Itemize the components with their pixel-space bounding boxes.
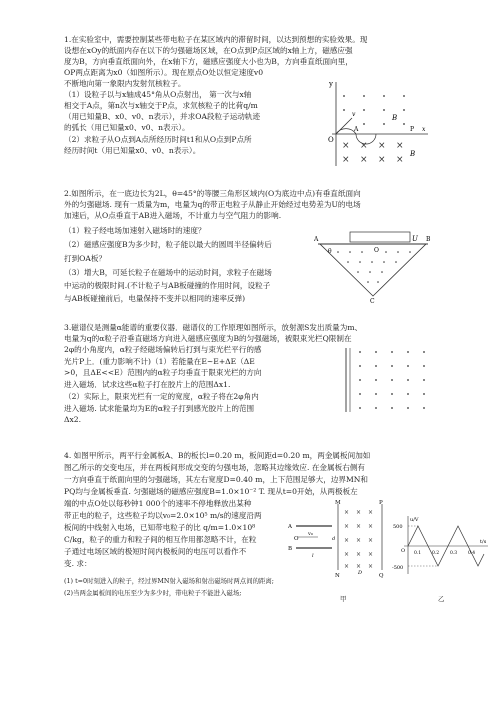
fig-label-b-top: B	[392, 114, 398, 122]
q4-figure-yi	[392, 514, 492, 578]
svg-text:×: ×	[344, 537, 350, 544]
fig-label-y: y	[329, 80, 333, 88]
q2-figure	[314, 228, 434, 304]
q4-line: 一方向垂直于纸面向里的匀强磁场，其左右宽度D=0.40 m，上下范围足够大，边界MN和	[64, 475, 368, 484]
q1-line: 经历时间t（用已知量x0、v0、n表示）。	[64, 146, 201, 155]
q2-line: （2）磁感应强度B为多少时，粒子能以最大的圆周半径偏转后	[64, 240, 272, 249]
q1-line: 1.在实验室中，需要控制某些带电粒子在某区域内的滞留时间，以达到预想的实验效果。现	[64, 35, 368, 44]
svg-text:×: ×	[342, 155, 350, 165]
q4-line: 4. 如图甲所示，两平行金属板A、B的板长l=0.20 m，板间距d=0.20 m，两金属板间加如	[64, 451, 371, 460]
fig-label-o: O	[401, 548, 406, 554]
fig-tick-02: 0.2	[432, 551, 440, 556]
q4-line: 子通过电场区域的极短时间内极板间的电压可以看作不	[64, 547, 247, 556]
fig-label-t: t/s	[480, 539, 487, 545]
fig-label-a: A	[288, 524, 292, 530]
q4-line: 带正电的粒子，这些粒子均以v₀=2.0×10⁵ m/s的速度沿两	[64, 511, 262, 520]
q4-line: PQ均与金属板垂直. 匀强磁场的磁感应强度B=1.0×10⁻² T. 现从t=0开始，从两极板左	[64, 487, 358, 496]
q2-line: 加速后，从O点垂直于AB进入磁场，不计重力与空气阻力的影响.	[64, 211, 282, 220]
svg-text:×: ×	[344, 523, 350, 530]
fig-label-c: C	[370, 298, 375, 304]
svg-text:×: ×	[368, 509, 374, 516]
fig-label-b: B	[288, 546, 293, 552]
q4-line: 图乙所示的交变电压，并在两板间形成交变的匀强电场，忽略其边缘效应. 在金属板右侧有	[64, 463, 365, 472]
fig-label-q: Q	[379, 573, 384, 579]
svg-text:×: ×	[396, 141, 404, 151]
q4-line: 板间的中线射入电场，已知带电粒子的比 q/m=1.0×10⁸	[64, 523, 256, 532]
svg-text:×: ×	[368, 537, 374, 544]
fig-caption-jia: 甲	[340, 595, 347, 603]
q3-line: 电量为q的α粒子沿垂直磁场方向进入磁感应强度为B的匀强磁场，被限束光栏Q限制在	[64, 334, 352, 343]
svg-text:×: ×	[368, 523, 374, 530]
q3-line: 3.磁谱仪是测量α能谱的重要仪器．磁谱仪的工作原理如图所示，放射源S发出质量为m、	[64, 323, 363, 332]
svg-text:×: ×	[344, 563, 350, 570]
fig-label-l: l	[312, 553, 314, 559]
q3-line: >0，且ΔE<<E）范围内的α粒子均垂直于限束光栏的方向	[64, 368, 262, 377]
svg-text:×: ×	[360, 155, 368, 165]
fig-tick-03: 0.3	[450, 551, 458, 556]
q1-line: （1）设粒子以与x轴成45°角从O点射出， 第一次与x轴	[64, 90, 252, 99]
fig-label-500: 500	[393, 524, 403, 530]
q2-line: 2.如图所示，在一底边长为2L，θ=45°的等腰三角形区域内(O为底边中点)有垂直纸面向	[64, 189, 361, 198]
fig-caption-yi: 乙	[438, 595, 445, 603]
fig-label-p: P	[410, 126, 415, 133]
svg-text:×: ×	[378, 141, 386, 151]
q1-line: OP两点距离为x0（如图所示）。现在原点O处以恒定速度v0	[64, 68, 264, 77]
fig-label-x: x	[422, 126, 426, 133]
q3-line: （2）实际上，限束光栏有一定的宽度，α粒子将在2φ角内	[64, 392, 259, 401]
q3-line: 进入磁场．试求这些α粒子打在胶片上的范围Δx1.	[64, 380, 231, 389]
svg-text:×: ×	[356, 537, 362, 544]
fig-label-v: v	[352, 111, 356, 118]
fig-label-u: u/V	[410, 517, 419, 523]
fig-label-o: O	[374, 247, 379, 254]
q1-figure	[322, 76, 432, 170]
q3-line: 2φ的小角度内，α粒子经磁场偏转后打到与束光栏平行的感	[64, 345, 262, 354]
fig-label-n: N	[335, 573, 340, 579]
q1-line: 不断地向第一象限内发射氘核粒子。	[64, 79, 186, 88]
fig-label-a: A	[354, 126, 359, 133]
svg-text:×: ×	[356, 563, 362, 570]
fig-label-o: O	[294, 536, 299, 542]
q3-line: 进入磁场. 试求能量均为E的α粒子打到感光胶片上的范围	[64, 404, 255, 413]
fig-label-u: U	[412, 235, 418, 243]
q4-line: 端的中点O处以每秒钟1 000个的速率不停地释放出某种	[64, 499, 252, 508]
fig-label-theta: θ	[328, 248, 332, 255]
q3-figure	[340, 344, 436, 416]
fig-label-b-bottom: B	[410, 150, 416, 158]
q2-line: （1）粒子经电场加速射入磁场时的速度？	[64, 226, 206, 235]
q4-figure-jia	[284, 500, 388, 580]
svg-text:×: ×	[356, 523, 362, 530]
fig-label-b: B	[426, 236, 431, 243]
svg-text:×: ×	[356, 551, 362, 558]
q3-line: 光片P上．(重力影响不计)（1）若能量在E~E+ΔE（ΔE	[64, 357, 255, 366]
svg-text:×: ×	[368, 563, 374, 570]
q2-line: 打到OA板？	[64, 254, 107, 263]
fig-label-minus500: -500	[392, 565, 404, 571]
q4-line: C/kg，粒子的重力和粒子间的相互作用都忽略不计，在粒	[64, 535, 257, 544]
q1-line: 度为B，方向垂直纸面向外，在x轴下方，磁感应强度大小也为B，方向垂直纸面向里，	[64, 57, 353, 66]
q2-line: （3）增大B，可延长粒子在磁场中的运动时间，求粒子在磁场	[64, 268, 272, 277]
q4-line: (1) t=0时刻进入的粒子，经过界MN射入磁场和射出磁场时两点间的距离;	[64, 577, 274, 585]
q3-line: Δx2.	[64, 415, 82, 424]
q1-line: （用已知量B、x0、v0、n表示），并求OA段粒子运动轨迹	[64, 112, 261, 121]
q1-line: （2）求粒子从O点到A点所经历时间t1和从O点到P点所	[64, 135, 252, 144]
q2-line: 与AB板碰撞前后，电量保持不变并以相同的速率反弹)	[64, 294, 246, 303]
svg-text:×: ×	[356, 509, 362, 516]
svg-text:×: ×	[368, 551, 374, 558]
q4-line: (2)当两金属板间的电压至少为多少时，带电粒子不能进入磁场;	[64, 589, 242, 597]
q2-line: 中运动的极限时间.(不计粒子与AB板碰撞的作用时间，设粒子	[64, 281, 271, 290]
svg-text:×: ×	[344, 551, 350, 558]
fig-label-big-d: D	[358, 570, 363, 576]
q4-line: 变. 求：	[64, 559, 92, 568]
fig-label-m: M	[335, 500, 341, 506]
fig-label-o: O	[328, 136, 334, 144]
svg-text:×: ×	[378, 155, 386, 165]
q1-line: 相交于A点，第n次与x轴交于P点，求氘核粒子的比荷q/m	[64, 101, 258, 110]
fig-tick-01: 0.1	[414, 551, 422, 556]
q1-line: 设想在xOy的纸面内存在以下的匀强磁场区域，在O点到P点区域的x轴上方，磁感应强	[64, 46, 353, 55]
fig-label-p: P	[379, 500, 383, 506]
svg-text:×: ×	[344, 509, 350, 516]
fig-label-a: A	[314, 236, 319, 243]
svg-text:×: ×	[396, 155, 404, 165]
q1-line: 的弧长（用已知量x0、v0、n表示）。	[64, 123, 190, 132]
svg-text:×: ×	[360, 141, 368, 151]
svg-text:×: ×	[342, 141, 350, 151]
q2-line: 外的匀强磁场. 现有一质量为m，电量为q的带正电粒子从静止开始经过电势差为U的电场	[64, 200, 361, 209]
fig-tick-04: 0.4	[468, 551, 476, 556]
fig-label-v0: v₀	[308, 531, 313, 537]
fig-label-d: d	[332, 536, 336, 542]
